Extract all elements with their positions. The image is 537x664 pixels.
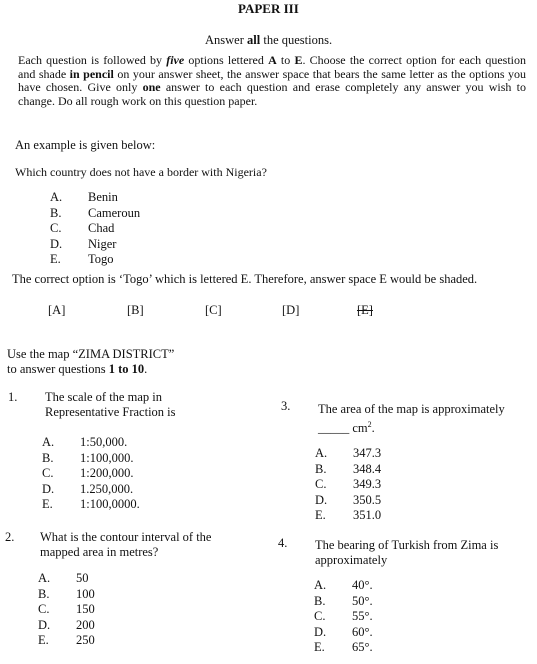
option-text: 150 (76, 602, 95, 616)
question-2-option (38, 587, 95, 603)
intro-letter-a: A (268, 53, 277, 67)
option-letter: D. (38, 617, 51, 632)
example-intro: An example is given below: (15, 138, 156, 152)
example-option (50, 190, 140, 206)
question-3-option (315, 462, 381, 478)
map-instruction-range: 1 to 10 (108, 362, 145, 376)
option-text: 1:100,0000. (80, 497, 140, 511)
intro-text-2: options lettered (184, 53, 269, 67)
option-letter: A. (38, 571, 51, 585)
answer-space-b: [B] (127, 303, 144, 317)
map-instruction-suffix: . (144, 362, 148, 376)
intro-text-4: on your answer sheet, the answer space that bears the same letter as the options you have chosen. Give only (18, 66, 527, 95)
option-text: Cameroun (88, 205, 141, 220)
option-letter: A. (50, 190, 63, 204)
option-letter: E. (38, 633, 49, 647)
intro-letter-e: E (294, 53, 303, 67)
option-letter: D. (315, 492, 328, 507)
question-1-option (42, 482, 140, 498)
answer-space-c: [C] (205, 303, 222, 317)
question-1-option (42, 451, 140, 467)
question-1-option (42, 435, 140, 451)
question-4-line1: The bearing of Turkish from Zima is (315, 538, 499, 552)
question-2-options (38, 571, 95, 649)
question-4-option (314, 578, 373, 594)
option-text: Togo (88, 252, 114, 266)
option-text: Chad (88, 221, 115, 235)
option-letter: C. (38, 602, 50, 616)
option-letter: C. (314, 609, 326, 623)
question-3-option (315, 477, 381, 493)
option-text: 50 (76, 571, 89, 585)
instruction-prefix: Answer (205, 33, 248, 47)
intro-five: five (166, 53, 185, 67)
option-letter: A. (314, 578, 327, 592)
question-4-option (314, 625, 373, 641)
question-2-number: 2. (5, 530, 15, 544)
question-4-number: 4. (278, 536, 288, 550)
question-1-line2: Representative Fraction is (45, 405, 176, 419)
question-1-number: 1. (8, 390, 18, 404)
option-text: 50°. (352, 593, 373, 608)
option-text: 347.3 (353, 446, 382, 460)
option-text: 200 (76, 617, 95, 632)
option-text: 349.3 (353, 477, 382, 491)
option-letter: E. (315, 508, 326, 522)
instruction-suffix: the questions. (260, 33, 333, 47)
option-text: 1:50,000. (80, 435, 128, 449)
option-text: 65°. (352, 640, 373, 654)
question-4-options (314, 578, 373, 656)
example-option (50, 252, 140, 268)
option-letter: B. (50, 205, 62, 220)
question-1-line1: The scale of the map in (45, 390, 162, 404)
option-text: 351.0 (353, 508, 382, 522)
answer-space-a: [A] (48, 303, 66, 317)
question-2-text (40, 530, 211, 560)
paper-title: PAPER III (238, 1, 299, 16)
option-letter: D. (42, 481, 55, 496)
option-text: 350.5 (353, 492, 382, 507)
option-text: 55°. (352, 609, 373, 623)
question-2-option (38, 571, 95, 587)
option-text: 348.4 (353, 461, 382, 476)
option-letter: B. (38, 586, 50, 601)
option-letter: A. (315, 446, 328, 460)
unit-superscript: 2 (367, 420, 372, 429)
map-instruction-prefix: to answer questions (7, 362, 109, 376)
question-3-line2 (318, 417, 505, 436)
question-3-option (315, 508, 381, 524)
option-text: 1:100,000. (80, 450, 134, 465)
question-4-option (314, 609, 373, 625)
example-options (50, 190, 140, 268)
option-text: 1.250,000. (80, 481, 134, 496)
question-1-option (42, 466, 140, 482)
example-question: Which country does not have a border with Nigeria? (15, 165, 267, 179)
question-4-option (314, 640, 373, 656)
question-4-text (315, 538, 498, 568)
question-3-line1: The area of the map is approximately (318, 402, 505, 416)
question-1-options (42, 435, 140, 513)
option-letter: C. (50, 221, 62, 235)
option-letter: D. (314, 624, 327, 639)
question-1-text (45, 390, 176, 420)
question-3-period: . (371, 421, 375, 436)
question-3-option (315, 446, 381, 462)
option-letter: C. (42, 466, 54, 480)
intro-one: one (142, 80, 161, 95)
question-3-option (315, 493, 381, 509)
option-text: 100 (76, 586, 95, 601)
intro-text-5: answer to each question and erase completely any answer you wish to change. Do all rough work on this question paper. (18, 80, 527, 108)
unit-text: cm (352, 421, 368, 436)
question-1-option (42, 497, 140, 513)
example-option (50, 221, 140, 237)
question-2-option (38, 602, 95, 618)
intro-pencil: in pencil (69, 66, 114, 81)
instruction-line (205, 33, 332, 47)
option-text: 1:200,000. (80, 466, 134, 480)
option-letter: B. (314, 593, 326, 608)
example-answer-text: The correct option is ‘Togo’ which is lettered E. Therefore, answer space E would be shaded. (12, 272, 478, 286)
option-letter: E. (50, 252, 61, 266)
question-4-option (314, 594, 373, 610)
option-letter: E. (42, 497, 53, 511)
question-2-line1: What is the contour interval of the (40, 530, 212, 544)
answer-space-d: [D] (282, 303, 300, 317)
question-2-line2: mapped area in metres? (40, 545, 159, 559)
example-option (50, 237, 140, 253)
answer-blank: _____ (318, 421, 350, 436)
question-4-line2: approximately (315, 553, 388, 567)
map-instruction-line2 (7, 362, 147, 376)
question-3-text (318, 402, 505, 436)
example-option (50, 206, 140, 222)
intro-text-1: Each question is followed by (18, 53, 167, 67)
option-text: Niger (88, 236, 117, 251)
option-letter: A. (42, 435, 55, 449)
question-2-option (38, 633, 95, 649)
option-letter: B. (42, 450, 54, 465)
option-text: 250 (76, 633, 95, 647)
answer-space-e-shaded: [E] (357, 303, 373, 317)
option-letter: C. (315, 477, 327, 491)
option-text: 60°. (352, 624, 373, 639)
intro-text-to: to (276, 53, 295, 67)
option-text: Benin (88, 190, 118, 204)
map-instruction-line1: Use the map “ZIMA DISTRICT” (7, 347, 175, 361)
option-letter: E. (314, 640, 325, 654)
instruction-bold: all (247, 33, 261, 47)
option-letter: D. (50, 236, 63, 251)
question-2-option (38, 618, 95, 634)
question-3-options (315, 446, 381, 524)
question-3-number: 3. (281, 399, 291, 413)
option-letter: B. (315, 461, 327, 476)
intro-text-3: . Choose the correct option for each question and shade (18, 53, 526, 81)
intro-paragraph (18, 54, 526, 108)
option-text: 40°. (352, 578, 373, 592)
